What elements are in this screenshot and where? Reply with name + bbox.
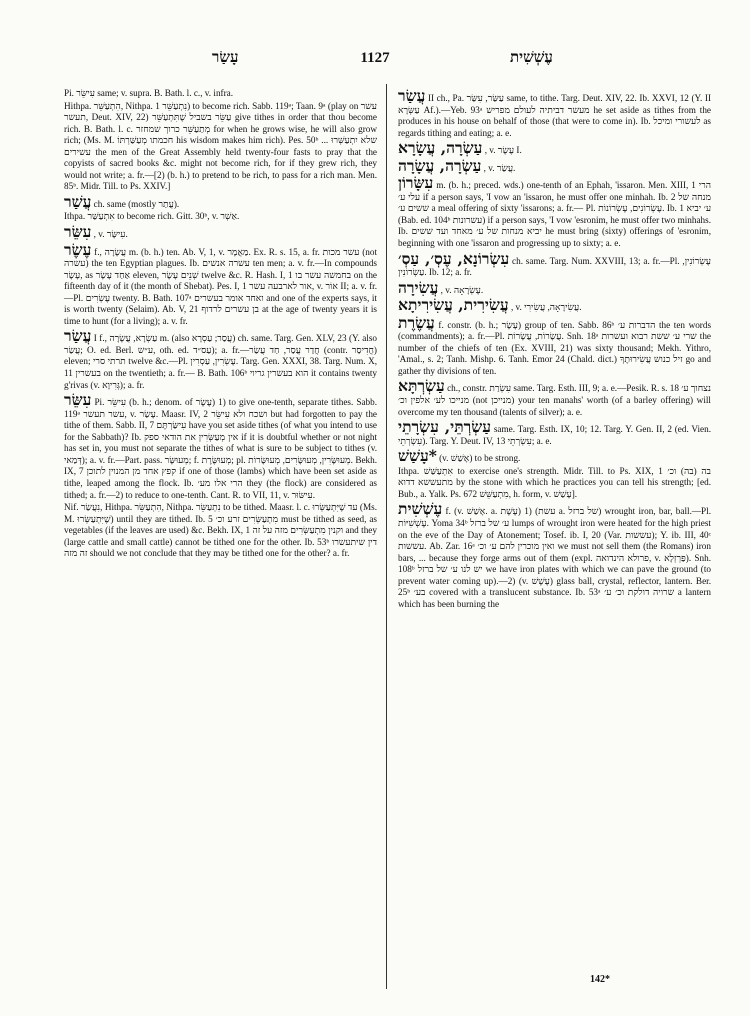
entry-headword: *עָשַׁשׁ (398, 446, 437, 466)
entry-text: f., עֲשָׂרָה m. (b. h.) ten. Ab. V, 1, v. מַאֲמָר. Ex. R. s. 15, a. fr. עשר מכות (not עשרה) the ten Egyptian plagues. Ib. עשרה אנשים ten men; a. v. fr.—In compounds עָשָׂר, as אַחַד עָשָׂר eleven, שְׁנֵים עָשָׂר twelve &c. R. Hash. I, 1 בחמשה עשר בו on the fifteenth day of it (the month of Shebat). Pes. I, 1 אור לארבעה עשר, v. אוֹר II; a. v. fr.—Pl. עֶשְׂרִים twenty. B. Bath. 107ᵃ ואחד אומר בעשרים and one of the experts says, it is worth twenty (Selaim). Ab. V, 21 בן עשרים לרדוף at the age of twenty years it is time to hunt (for a living); a. v. fr. (64, 246, 378, 326)
entry-text: f. constr. (b. h.; עָשָׂר) group of ten. Sabb. 86ᵇ הדברות ע׳ the ten words (commandments); a. fr.—Pl. עֲשָׂרוֹת, עֲשָׂרוֹת. Snh. 18ᵃ שרי ע׳ ששת רבוא ועשרות the number of the chiefs of ten (Ex. XVIII, 21) was sixty thousand; Mekh. Yithro, 'Amal., s. 2; Tanh. Mishp. 6. Tanh. Emor 24 (Chald. dict.) זיל כנוש עֲשִׂירוּתֶךָ go and gather thy divisions of ten. (398, 319, 712, 376)
entry-headword: עֲשַׁר (64, 191, 92, 211)
dictionary-entry (64, 328, 377, 391)
dictionary-entry (398, 378, 711, 418)
entry-headword: עִשְׂרוֹנָא, עֶסְ׳, עַסְ׳ (398, 248, 510, 268)
dictionary-entry (398, 501, 711, 610)
right-column (398, 88, 711, 611)
entry-text: ch. same (mostly עֲתַר). (93, 198, 180, 209)
dictionary-entry (398, 88, 711, 139)
entry-text: Ithpa. אִתְעַשַּׁר to become rich. Gitt. 30ᵇ, v. אַשְׁר. (64, 211, 240, 222)
dictionary-entry (64, 239, 378, 328)
dictionary-entry (398, 312, 712, 378)
entry-text: (v. אָשַׁשׁ) to be strong. (439, 453, 521, 464)
signature-mark: 142* (590, 974, 610, 985)
dictionary-entry (398, 175, 711, 249)
dictionary-entry (64, 101, 377, 193)
entry-text: II ch., Pa. עַשַּׂר, עִשַּׂר same, to tithe. Targ. Deut. XIV, 22. Ib. XXVI, 12 (Y. II עַשְּׂרָא Af.).—Yeb. 93ᵃ מעשר דביתיה לעולם מפריש he set aside as tithes from the produces in his house on behalf of those (that were to come in). Ib. לעשורי ומיכל as regards tithing and eating; a. e. (398, 93, 712, 138)
entry-text: ch., constr. עִשְׂרַת same. Targ. Esth. III, 9; a. e.—Pesik. R. s. 18 נצחוך ע׳ מנייכו לע׳ אלפין וכ׳ (not מנייכן) your ten manahs' worth (of a barley offering) will overcome my ten thousand (talents of silver); a. e. (398, 383, 711, 417)
dictionary-entry (398, 297, 711, 314)
entry-text: , v. עֲשַׂר. (483, 162, 516, 173)
entry-text: f. (v. אָשַׁשׁ. a. עֶשֶׁת) 1) (עשת a. של ברזל) wrought iron, bar, ball.—Pl. עֶשְׁשִׁיּוֹת. Yoma 34ᵇ ע׳ של ברזל lumps of wrought iron were heated for the high priest on the eve of the Day of Atonement; Tosef. ib. I, 20 (Var. עששות); Y. ib. III, 40ᶜ עששות. Ab. Zar. 16ᵃ ואין מוכרין להם ע׳ וכ׳ we must not sell them (the Romans) iron bars, ... because they forge arms out of them (expl. פרולא הינדואה, v. פַּרְזְלָא). Snh. 108ᵇ יש לנו ע׳ של ברזל we have iron plates with which we can pave the ground (to prevent water coming up).—2) (v. עֶשֶׁשׁ) glass ball, crystal, reflector, lantern. Ber. 25ᵇ בע׳ covered with a translucent substance. Ib. 53ᵃ שרויה דולקת וכ׳ ע׳ a lantern which has been burning the (398, 506, 712, 609)
dictionary-entry (64, 88, 377, 100)
entry-headword: עַשְׂרָה, עֲשָׂרָה (398, 155, 482, 175)
entry-text: , v. עֶשֶׂר I. (484, 145, 522, 156)
entry-headword: עַשְׂרְתֵּי, עִשְׂרָתֵי (398, 417, 492, 437)
entry-headword: עִשֵּׂר (64, 222, 92, 242)
entry-headword: עַשְׂרְתָּא (398, 376, 445, 396)
dictionary-entry (64, 191, 377, 211)
entry-text: Ithpa. אִתְעַשַּׁשׁ to exercise one's strength. Midr. Till. to Ps. XIX, 1 בה (בה) וכ׳ מתעששא דדוא by the stone with which he practices you can tell his strength; [ed. Bub., a. Yalk. Ps. 672 מִתְעַשֵּׁשׁ, h. form, v. עָשַׁשׁ]. (398, 465, 711, 499)
dictionary-entry (398, 140, 711, 157)
entry-text: Pi. עִישֵּׂר (b. h.; denom. of עֶשֶׂר) 1) to give one-tenth, separate tithes. Sabb. 119ᵃ עשר תעשר, v. עָשַׂר. Maasr. IV, 2 ושכח ולא עִישֵּׂר but had forgotten to pay the tithe of them. Sabb. II, 7 עִישַּׂרְתֶּם have you set aside tithes (of what you intend to use for the Sabbath)? Ib. אין מְעַשְּׂרִין את הודאי ספק if it is doubtful whether or not night has set in, you must not separate the tithes of what is sure to be subject to tithes (v. דְּמַאי); a. v. fr.—Part. pass. מְעוּשָּׂר; f. מְעוּשֶּׂרֶת; pl. מְעוּשָּׂרִין, מְעוּשָּׂרִים, מְעוּשָּׂרוֹת. Bekh. IX, 7 קפץ אחד מן המנוין לתוכן if one of those (lambs) which have been set aside as tithe, leaped among the flock. Ib. הרי אלו מע׳ they (the flock) are considered as tithed; a. fr.—2) to reduce to one-tenth. Cant. R. to VII, 11, v. עִישּׂוּר. (64, 397, 378, 500)
entry-text: ch. same. Targ. Num. XXVIII, 13; a. fr.—Pl. עֶשְׂרוֹנִין, עַשְׂרוֹנִין. Ib. 12; a. fr. (398, 255, 711, 278)
entry-headword: עֲשִׂירָה (398, 277, 439, 297)
entry-headword: עֲשַׂר (64, 326, 92, 346)
dictionary-entry (398, 448, 711, 465)
page-number: 1127 (360, 50, 390, 66)
entry-text: Hithpa. הִתְעַשֵּׁר, Nithpa. נִתְעַשֵּׁר 1) to become rich. Sabb. 119ᵃ; Taan. 9ᵃ (play on עשר תעשר, Deut. XIV, 22) עַשֵּׂר בשביל שֶׁתִּתְעַשֵּׁר give tithes in order that thou become rich. B. Bath. l. c. מְתַעַשֵּׁר כרוך שמחזר for when he grows wise, he will also grow rich; (Ms. M. חכמתו מְעַשַּׁרְתּוֹ his wisdom makes him rich). Pes. 50ᵇ ... שלא יִתְעַשְּׁרוּ עשירים the men of the Great Assembly held twenty-four fasts to pray that the copyists of sacred books &c. might not become rich, for if they grew rich, they would not write; a. fr.—[2) (b. h.) to pretend to be rich, to pass for a rich man. Men. 85ᵇ. Midr. Till. to Ps. XXIV.] (64, 100, 378, 192)
entry-text: , v. עֶשְׂרָאָה. (440, 284, 484, 295)
entry-headword: עֶשְׁשִׁית (398, 499, 443, 519)
entry-text: m. (b. h.; preced. wds.) one-tenth of an Ephah, 'issaron. Men. XIII, 1 הרי עלי ע׳ if a person says, 'I vow an 'issaron, he must offer one minhah. Ib. 2 מנחה של ששים ע׳ a meal offering of sixty 'issarons; a. fr.— Pl. עֶשְׂרוֹנִים, עֶשְׂרוֹנוֹת. Ib. 1 ע׳ יביא (Bab. ed. 104ᵇ עשרונות) if a person says, 'I vow 'esronim, he must offer two minhahs. Ib. יביא מנחות של ע׳ מאחד ועד ששים he must bring (sixty) offerings of 'esronim, beginning with one 'issaron and progressing up to sixty; a. e. (398, 180, 712, 249)
entry-headword: עֶשֶׂר (64, 239, 92, 259)
entry-headword: עֲשִׂירִית, עֲשִׂירִיתָא (398, 295, 509, 315)
dictionary-entry (398, 466, 711, 501)
entry-text: same. Targ. Esth. IX, 10; 12. Targ. Y. Gen. II, 2 (ed. Vien. עִשְׂרְתֵי). Targ. Y. Deut. IV, 13 עִשְׂרְתֵי; a. e. (398, 424, 711, 446)
left-column (64, 88, 377, 561)
dictionary-entry (398, 277, 711, 297)
running-header (0, 50, 750, 72)
entry-text: , v. עִישָּׂר. (93, 229, 128, 240)
dictionary-entry (398, 248, 711, 279)
entry-headword: עַשְׂרָה, עֲשָׂרָא (398, 138, 483, 158)
column-divider (386, 84, 387, 989)
dictionary-entry (64, 502, 377, 560)
entry-headword: עִשֵּׂר (64, 390, 92, 410)
entry-headword: עֲשֶׂרֶת (398, 312, 435, 332)
dictionary-entry (64, 211, 377, 223)
entry-text: Pi. עִישֵּׂר same; v. supra. B. Bath. l. c., v. infra. (64, 88, 234, 98)
entry-headword: עִשָּׂרוֹן (398, 173, 434, 193)
header-left-word: עָשַׂר (212, 50, 239, 66)
dictionary-entry (398, 155, 711, 175)
dictionary-entry (398, 419, 711, 447)
entry-text: Nif. נִעֲשַׂר, Hithpa. הִתְעַשֵּׂר, Nithpa. נִתְעַשֵּׂר to be tithed. Maasr. l. c. עד שֶׁיִּתְעַשְּׂרוּ (Ms. M. שֶׁיִּתְעַשְּׂרוּ) until they are tithed. Ib. 5 מִתְעַשְּׂרִים זרע וכ׳ must be tithed as seed, as vegetables (if the leaves are used) &c. Bekh. IX, 1 וקנין מִתְעַשְּׂרִים מזה על זה and they (large cattle and small cattle) cannot be tithed one for the other. Ib. 53ᵇ דין שיתעשרו זה מזה should we not conclude that they may be tithed one for the other? a. fr. (64, 502, 378, 559)
dictionary-entry (64, 224, 377, 241)
entry-text: I f., עַשְׂרָא, עֲשָׂרָה m. (also עֲסַר; עַסְרָא) ch. same. Targ. Gen. XLV, 23 (Y. also עֲשַׂר; O. ed. Berl. ע״ש, oth. ed. עַס״ד); a. fr.—חֲדַר עֲסַר, חַד עֲשַׂר (contr. חֲדִיסַר) eleven; תרתי סרי twelve &c.—Pl. עֶשְׂרִין, עַסְרִין. Targ. Gen. XXXI, 38. Targ. Num. X, 11 בעשרין on the twentieth; a. fr.— B. Bath. 106ᵇ הוא בעשרין גריוי it contains twenty g'rivas (v. גְּרִיוָא); a. fr. (64, 333, 378, 390)
dictionary-entry (64, 392, 377, 501)
header-right-word: עֶשְׁשִׁית (510, 50, 553, 66)
entry-headword: עֲשַׂר (398, 86, 426, 105)
entry-text: , v. עֲשִׂירָאָה, עֲשִׂירִי. (510, 302, 582, 313)
